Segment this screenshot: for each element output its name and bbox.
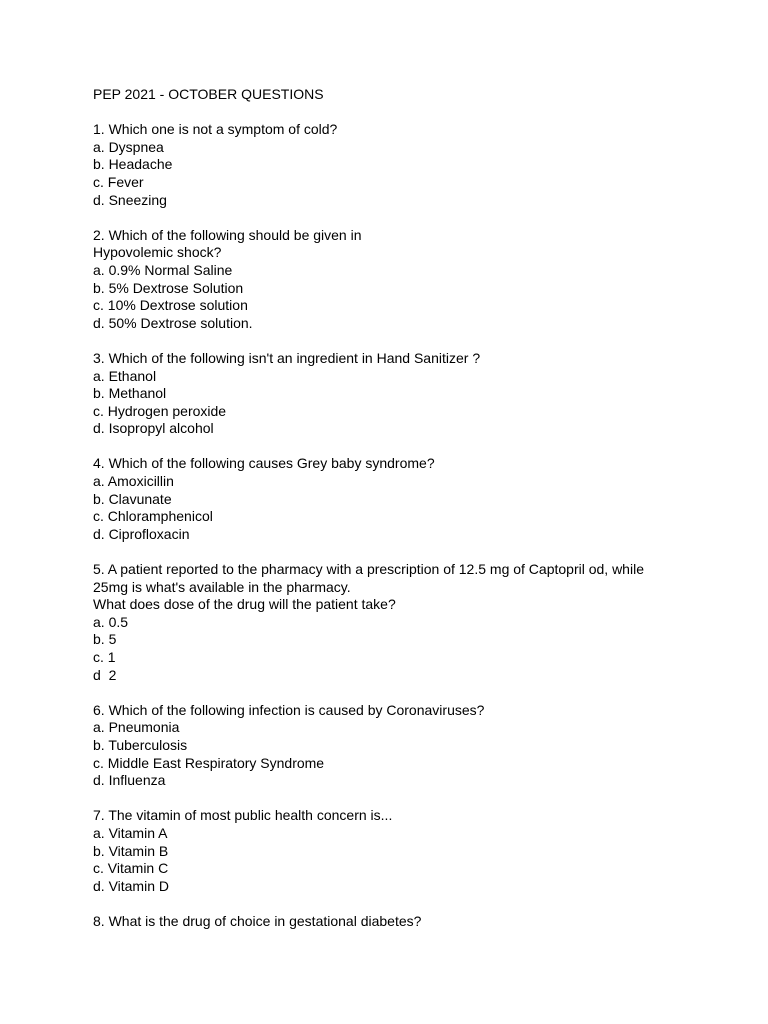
answer-option: c. 10% Dextrose solution [93, 297, 248, 314]
question-text: 6. Which of the following infection is caused by Coronaviruses? [93, 701, 485, 718]
answer-option: b. 5% Dextrose Solution [93, 279, 244, 296]
answer-option: c. Vitamin C [93, 860, 169, 877]
answer-option: d 2 [93, 666, 117, 683]
answer-option: b. Headache [93, 156, 173, 173]
document-page [93, 86, 733, 948]
answer-option: a. Ethanol [93, 367, 157, 384]
answer-option: c. Hydrogen peroxide [93, 402, 227, 419]
answer-option: a. Pneumonia [93, 719, 180, 736]
answer-option: a. Dyspnea [93, 138, 164, 155]
answer-option: c. Middle East Respiratory Syndrome [93, 754, 325, 771]
answer-option: c. Chloramphenicol [93, 508, 213, 525]
document-title: PEP 2021 - OCTOBER QUESTIONS [93, 86, 324, 102]
question-3 [93, 350, 733, 438]
answer-option: b. 5 [93, 631, 117, 648]
answer-option: d. Vitamin D [93, 877, 169, 894]
answer-option: c. Fever [93, 173, 144, 190]
question-4 [93, 455, 733, 543]
question-8 [93, 913, 733, 931]
question-list [93, 121, 733, 930]
question-text: 25mg is what's available in the pharmacy. [93, 578, 351, 595]
answer-option: d. Sneezing [93, 191, 167, 208]
answer-option: a. Vitamin A [93, 824, 168, 841]
question-text: What does dose of the drug will the patient take? [93, 596, 396, 613]
answer-option: a. 0.9% Normal Saline [93, 261, 233, 278]
question-text: 4. Which of the following causes Grey baby syndrome? [93, 455, 435, 472]
question-text: Hypovolemic shock? [93, 244, 222, 261]
question-text: 8. What is the drug of choice in gestational diabetes? [93, 912, 422, 929]
question-text: 1. Which one is not a symptom of cold? [93, 121, 338, 138]
answer-option: b. Vitamin B [93, 842, 169, 859]
answer-option: b. Clavunate [93, 490, 172, 507]
question-text: 5. A patient reported to the pharmacy with a prescription of 12.5 mg of Captopril od, while [93, 561, 644, 578]
question-text: 2. Which of the following should be given in [93, 226, 362, 243]
answer-option: b. Tuberculosis [93, 736, 188, 753]
answer-option: b. Methanol [93, 385, 167, 402]
answer-option: a. Amoxicillin [93, 473, 174, 490]
question-text: 3. Which of the following isn't an ingredient in Hand Sanitizer ? [93, 349, 481, 366]
answer-option: c. 1 [93, 649, 116, 665]
question-5 [93, 561, 733, 684]
answer-option: d. Ciprofloxacin [93, 525, 190, 542]
question-1 [93, 121, 733, 209]
answer-option: d. Isopropyl alcohol [93, 420, 214, 437]
question-6 [93, 702, 733, 790]
answer-option: d. 50% Dextrose solution. [93, 314, 253, 331]
question-2 [93, 227, 733, 333]
question-text: 7. The vitamin of most public health concern is... [93, 807, 393, 824]
answer-option: d. Influenza [93, 772, 166, 789]
question-7 [93, 807, 733, 895]
answer-option: a. 0.5 [93, 613, 129, 630]
